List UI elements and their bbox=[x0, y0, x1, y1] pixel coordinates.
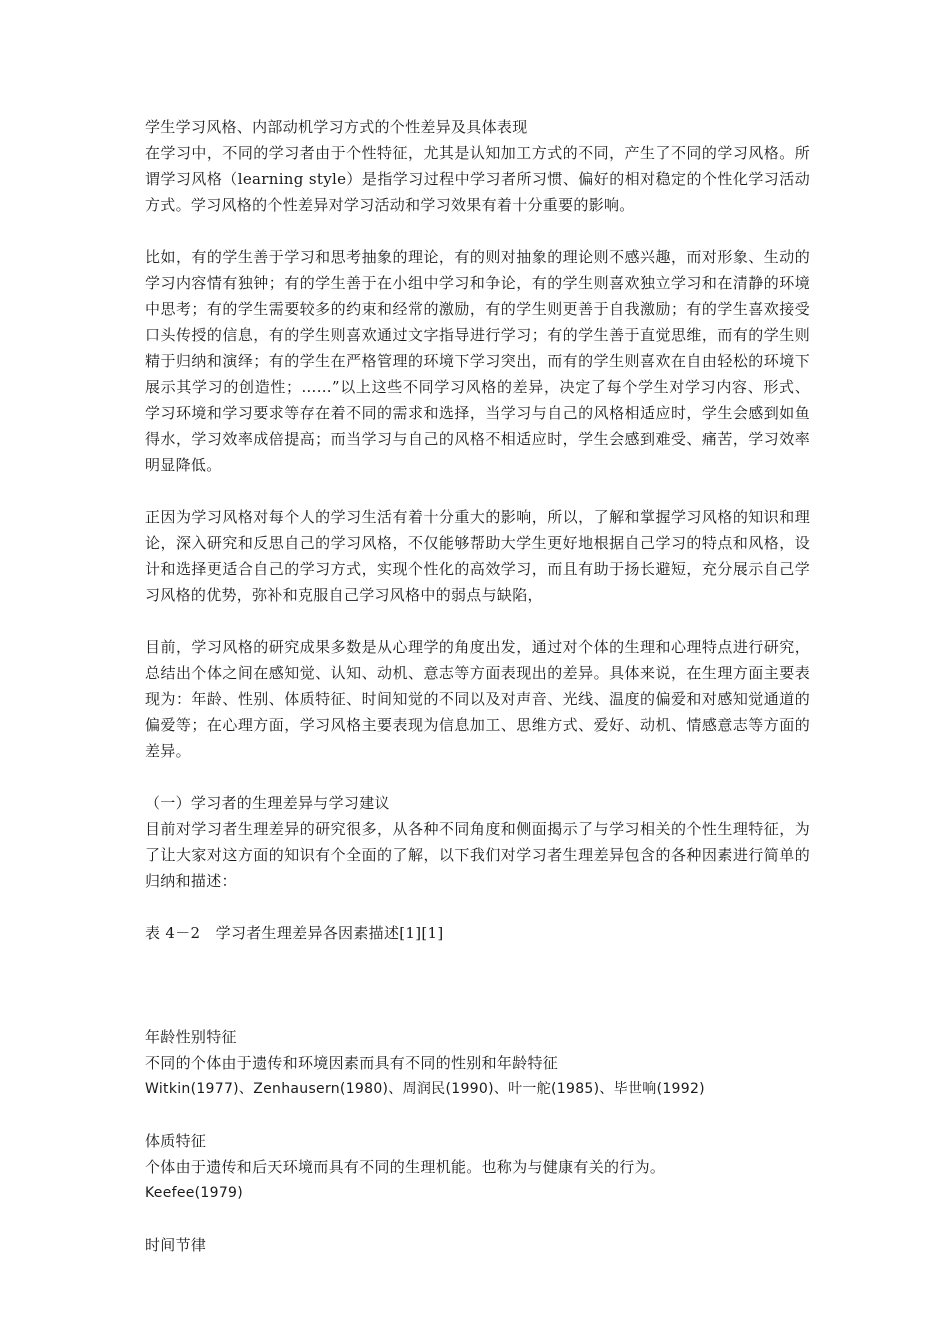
paragraph-spacer bbox=[145, 1102, 810, 1128]
factor-name: 体质特征 bbox=[145, 1132, 207, 1150]
table-spacer bbox=[145, 946, 810, 1024]
research-paragraph: 目前，学习风格的研究成果多数是从心理学的角度出发，通过对个体的生理和心理特点进行研究，总结出个体之间在感知觉、认知、动机、意志等方面表现出的差异。具体来说，在生理方面主要表现为：年龄、性别、体质特征、时间知觉的不同以及对声音、光线、温度的偏爱和对感知觉通道的偏爱等；在心理方面，学习风格主要表现为信息加工、思维方式、爱好、动机、情感意志等方面的差异。 bbox=[145, 638, 810, 760]
paragraph-spacer bbox=[145, 764, 810, 790]
paragraph-spacer bbox=[145, 894, 810, 920]
factor-references: Keefee(1979) bbox=[145, 1185, 244, 1201]
factor-name: 年龄性别特征 bbox=[145, 1028, 237, 1046]
table-caption: 表 4－2 学习者生理差异各因素描述[1][1] bbox=[145, 924, 444, 942]
section-intro-paragraph: 目前对学习者生理差异的研究很多，从各种不同角度和侧面揭示了与学习相关的个性生理特征，为了让大家对这方面的知识有个全面的了解，以下我们对学习者生理差异包含的各种因素进行简单的归纳和描述： bbox=[145, 820, 810, 890]
paragraph-spacer bbox=[145, 608, 810, 634]
section-heading: （一）学习者的生理差异与学习建议 bbox=[145, 794, 390, 812]
document-body bbox=[145, 114, 810, 1258]
paragraph-spacer bbox=[145, 478, 810, 504]
factor-description: 不同的个体由于遗传和环境因素而具有不同的性别和年龄特征 bbox=[145, 1054, 559, 1072]
intro-paragraph: 在学习中，不同的学习者由于个性特征，尤其是认知加工方式的不同，产生了不同的学习风格。所谓学习风格（learning style）是指学习过程中学习者所习惯、偏好的相对稳定的个性化学习活动方式。学习风格的个性差异对学习活动和学习效果有着十分重要的影响。 bbox=[145, 144, 810, 214]
importance-paragraph: 正因为学习风格对每个人的学习生活有着十分重大的影响，所以，了解和掌握学习风格的知识和理论，深入研究和反思自己的学习风格，不仅能够帮助大学生更好地根据自己学习的特点和风格，设计和选择更适合自己的学习方式，实现个性化的高效学习，而且有助于扬长避短，充分展示自己学习风格的优势，弥补和克服自己学习风格中的弱点与缺陷， bbox=[145, 508, 810, 604]
examples-paragraph: 比如，有的学生善于学习和思考抽象的理论，有的则对抽象的理论则不感兴趣，而对形象、生动的学习内容情有独钟；有的学生善于在小组中学习和争论，有的学生则喜欢独立学习和在清静的环境中思考；有的学生需要较多的约束和经常的激励，有的学生则更善于自我激励；有的学生喜欢接受口头传授的信息，有的学生则喜欢通过文字指导进行学习；有的学生善于直觉思维，而有的学生则精于归纳和演绎；有的学生在严格管理的环境下学习突出，而有的学生则喜欢在自由轻松的环境下展示其学习的创造性；……”以上这些不同学习风格的差异，决定了每个学生对学习内容、形式、学习环境和学习要求等存在着不同的需求和选择，当学习与自己的风格相适应时，学生会感到如鱼得水，学习效率成倍提高；而当学习与自己的风格不相适应时，学生会感到难受、痛苦，学习效率明显降低。 bbox=[145, 248, 810, 474]
paragraph-spacer bbox=[145, 218, 810, 244]
factor-description: 个体由于遗传和后天环境而具有不同的生理机能。也称为与健康有关的行为。 bbox=[145, 1158, 666, 1176]
factor-name: 时间节律 bbox=[145, 1236, 207, 1254]
paragraph-spacer bbox=[145, 1206, 810, 1232]
factor-references: Witkin(1977)、Zenhausern(1980)、周润民(1990)、叶一舵(1985)、毕世响(1992) bbox=[145, 1081, 705, 1097]
document-title: 学生学习风格、内部动机学习方式的个性差异及具体表现 bbox=[145, 118, 528, 136]
